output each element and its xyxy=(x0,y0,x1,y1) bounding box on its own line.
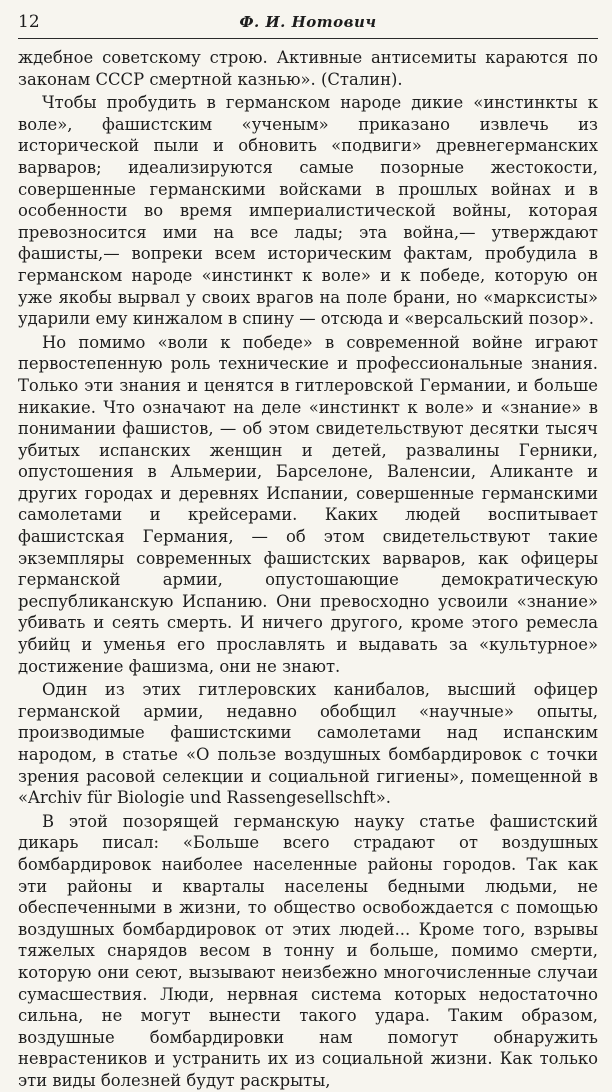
paragraph: Чтобы пробудить в германском народе дикие «инстинкты к воле», фашистским «ученым» приказано извлечь из исторической пыли и обновить «подвиги» древнегерманских варваров; идеализируются самые позорные жестокости, совершенные германскими войсками в прошлых войнах и в особенности во время империалистической войны, которая превозносится ими на все лады; эта война,— утверждают фашисты,— вопреки всем историческим фактам, пробудила в германском народе «инстинкт к воле» и к победе, которую он уже якобы вырвал у своих врагов на поле брани, но «марксисты» ударили ему кинжалом в спину — отсюда и «версальский позор». xyxy=(18,93,598,329)
paragraph: Но помимо «воли к победе» в современной войне играют первостепенную роль технические и профессиональные знания. Только эти знания и ценятся в гитлеровской Германии, и больше никакие. Что означают на деле «инстинкт к воле» и «знание» в понимании фашистов, — об этом свидетельствуют десятки тысяч убитых испанских женщин и детей, развалины Герники, опустошения в Альмерии, Барселоне, Валенсии, Аликанте и других городах и деревнях Испании, совершенные германскими самолетами и крейсерами. Каких людей воспитывает фашистская Германия, — об этом свидетельствуют такие экземпляры современных фашистских варваров, как офицеры германской армии, опустошающие демократическую республиканскую Испанию. Они превосходно усвоили «знание» убивать и сеять смерть. И ничего другого, кроме этого ремесла убийц и уменья его прославлять и выдавать за «культурное» достижение фашизма, они не знают. xyxy=(18,332,598,676)
page-header xyxy=(18,12,598,39)
running-head: Ф. И. Нотович xyxy=(239,13,377,31)
paragraph: В этой позорящей германскую науку статье фашистский дикарь писал: «Больше всего страдают от воздушных бомбардировок наиболее населенные районы городов. Так как эти районы и кварталы населены бедными людьми, не обеспеченными в жизни, то общество освобождается с помощью воздушных бомбардировок от этих людей... Кроме того, взрывы тяжелых снарядов весом в тонну и больше, помимо смерти, которую они сеют, вызывают неизбежно многочисленные случаи сумасшествия. Люди, нервная система которых недостаточно сильна, не могут вынести такого удара. Таким образом, воздушные бомбардировки нам помогут обнаружить неврастеников и устранить их из социальной жизни. Как только эти виды болезней будут раскрыты, xyxy=(18,811,598,1090)
paragraph: Один из этих гитлеровских канибалов, высший офицер германской армии, недавно обобщил «научные» опыты, производимые фашистскими самолетами над испанским народом, в статье «О пользе воздушных бомбардировок с точки зрения расовой селекции и социальной гигиены», помещенной в «Archiv für Biologie und Rassengesellschft». xyxy=(18,680,598,808)
page-number: 12 xyxy=(18,12,40,32)
paragraph-continuation: ждебное советскому строю. Активные антисемиты караются по законам СССР смертной казнью». (Сталин). xyxy=(18,48,598,89)
body-text xyxy=(18,47,598,1092)
